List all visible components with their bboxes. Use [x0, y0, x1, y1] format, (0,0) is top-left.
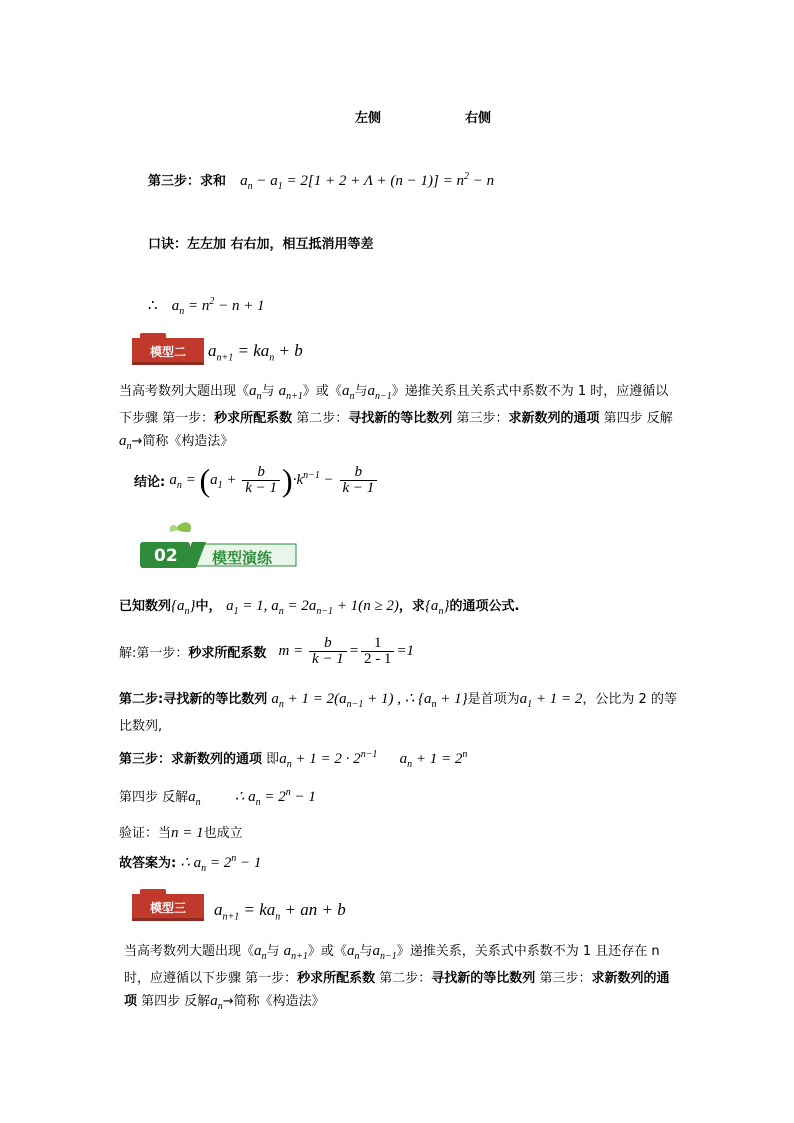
step2-label: 第二步: — [119, 692, 164, 707]
step3-bold: 求新数列的通项 — [171, 752, 263, 767]
problem-text: 中， — [195, 599, 222, 614]
step3-label: 第三步：求和 — [148, 174, 227, 189]
verify-text: 也成立 — [203, 826, 243, 841]
label-left-side: 左侧 — [355, 111, 382, 126]
sol-label: 解:第一步： — [119, 646, 189, 661]
verify-line: 验证：当n = 1也成立 — [119, 825, 243, 841]
mnemonic-text: 口诀：左左加 右右加，相互抵消用等差 — [148, 237, 374, 252]
model-three-description: 当高考数列大题出现《$a_n$与 $a_{n+1}$》或《$a_n$与$a_{n-1}$》递推关系，关系式中系数不为 1 且还存在 n 时，应遵循以下步骤 第一步：秒求所配系数 第二步：寻找新的等比数列 第三步：求新数列的通项 第四步 反解$a_n\to$简称《构造法》 — [124, 943, 670, 1012]
step3-sum-line — [148, 170, 494, 192]
leaf-icon-small — [170, 525, 178, 532]
problem-text: 的通项公式. — [449, 599, 520, 614]
solution-step4: 第四步 反解$a_n$ ∴ $a_n = 2^n - 1$ — [119, 787, 316, 808]
tag-shadow — [132, 362, 204, 365]
answer-line: 故答案为: ∴ $a_n = 2^n - 1$ — [119, 853, 262, 874]
model-three-tag-label: 模型三 — [150, 901, 187, 915]
desc-step1: 秒求所配系数 — [297, 971, 376, 986]
sum-formula: $a_n - a_1 = 2[1 + 2 + \Lambda + (n - 1)] = n^2 - n$ — [240, 171, 495, 192]
desc-text: 第三步： — [452, 411, 509, 426]
solution-step2: 第二步:寻找新的等比数列 $a_n + 1 = 2(a_{n-1} + 1)$ , ∴ $\{a_n + 1\}$是首项为$a_1 + 1 = 2$，公比为 2 的等比数列, — [119, 691, 677, 734]
solution-step1: 解:第一步：秒求所配系数 m = $\frac{b}{k - 1}$ = $\frac{1}{2 - 1}$ =1 — [119, 635, 415, 667]
step3-text: 即 — [266, 752, 280, 767]
verify-label: 验证：当 — [119, 826, 172, 841]
desc-step3: 求新数列的通项 — [508, 411, 600, 426]
desc-text: 与 — [359, 944, 373, 959]
step4-label: 第四步 反解 — [119, 790, 189, 805]
desc-step3: 求新数列的通项 — [124, 971, 670, 1009]
desc-step2: 寻找新的等比数列 — [431, 971, 536, 986]
desc-step1: 秒求所配系数 — [214, 411, 293, 426]
step2-text: 是首项为 — [467, 692, 520, 707]
desc-text: 第四步 反解 — [599, 411, 673, 426]
desc-text: 》递推关系且关系式中系数不为 1 时，应遵循以下步骤 第一步： — [119, 384, 669, 426]
problem-text: 已知数列 — [119, 599, 172, 614]
section-title: 模型演练 — [212, 549, 273, 567]
model-two-description: 当高考数列大题出现《$a_n$与 $a_{n+1}$》或《$a_n$与$a_{n-1}$》递推关系且关系式中系数不为 1 时，应遵循以下步骤 第一步：秒求所配系数 第二步：寻找新的等比数列 第三步：求新数列的通项 第四步 反解$a_n\to$简称《构造法》 — [119, 383, 673, 452]
tag-shadow — [132, 918, 204, 921]
conclusion-line — [134, 462, 379, 499]
desc-text: →简称《构造法》 — [222, 994, 325, 1009]
leaf-icon — [176, 522, 191, 532]
step2-bold: 寻找新的等比数列 — [163, 692, 268, 707]
desc-text: 与 — [266, 944, 280, 959]
therefore-symbol: ∴ — [148, 298, 158, 314]
therefore-line — [148, 296, 265, 317]
desc-text: 当高考数列大题出现《 — [119, 384, 250, 399]
model-three-formula: $a_{n+1} = ka_n$ + an + b — [214, 900, 346, 923]
conclusion-label: 结论: — [134, 475, 166, 490]
desc-text: 》或《 — [307, 944, 347, 959]
section-number: 02 — [154, 546, 178, 566]
label-right-side: 右侧 — [465, 111, 492, 126]
solution-step3: 第三步：求新数列的通项 即$a_n + 1 = 2 \cdot 2^{n-1}$ $a_n + 1 = 2^n$ — [119, 749, 468, 770]
desc-text: 与 — [354, 384, 368, 399]
model-two-tag-label: 模型二 — [150, 345, 187, 359]
desc-text: 》或《 — [302, 384, 342, 399]
problem-text: ，求 — [398, 599, 425, 614]
tag-tab — [140, 889, 166, 895]
desc-text: 与 — [261, 384, 275, 399]
tag-tab — [140, 333, 166, 339]
desc-step2: 寻找新的等比数列 — [348, 411, 453, 426]
desc-text: →简称《构造法》 — [131, 434, 234, 449]
step2-text: ，公比为 2 的等比数列, — [119, 692, 677, 734]
desc-text: 第三步： — [535, 971, 592, 986]
section-02-header — [140, 520, 300, 568]
step3-sol-label: 第三步： — [119, 752, 172, 767]
desc-text: 第四步 反解 — [137, 994, 211, 1009]
an-result-formula: $a_n = n^2 - n + 1$ — [171, 296, 265, 317]
conclusion-formula: $a_n = (a_1$ + $\frac{b}{k - 1}$ )$\cdot k^{n-1}$ − $\frac{b}{k - 1}$ — [169, 472, 379, 488]
desc-text: 当高考数列大题出现《 — [124, 944, 255, 959]
desc-text: 第二步： — [375, 971, 432, 986]
model-two-formula: $a_{n+1} = ka_n + b$ — [208, 341, 303, 364]
exercise-problem: 已知数列$\{a_n\}$中， $a_1 = 1$, $a_n = 2a_{n-1} + 1(n \ge 2)$，求$\{a_n\}$的通项公式. — [119, 598, 520, 617]
sol-bold: 秒求所配系数 — [188, 646, 267, 661]
desc-text: 第二步： — [292, 411, 349, 426]
model-three-tag — [132, 894, 204, 918]
model-two-tag — [132, 338, 204, 362]
answer-label: 故答案为: — [119, 856, 177, 871]
desc-text: 》递推关系，关系式中系数不为 1 且还存在 n 时，应遵循以下步骤 第一步： — [124, 944, 660, 986]
